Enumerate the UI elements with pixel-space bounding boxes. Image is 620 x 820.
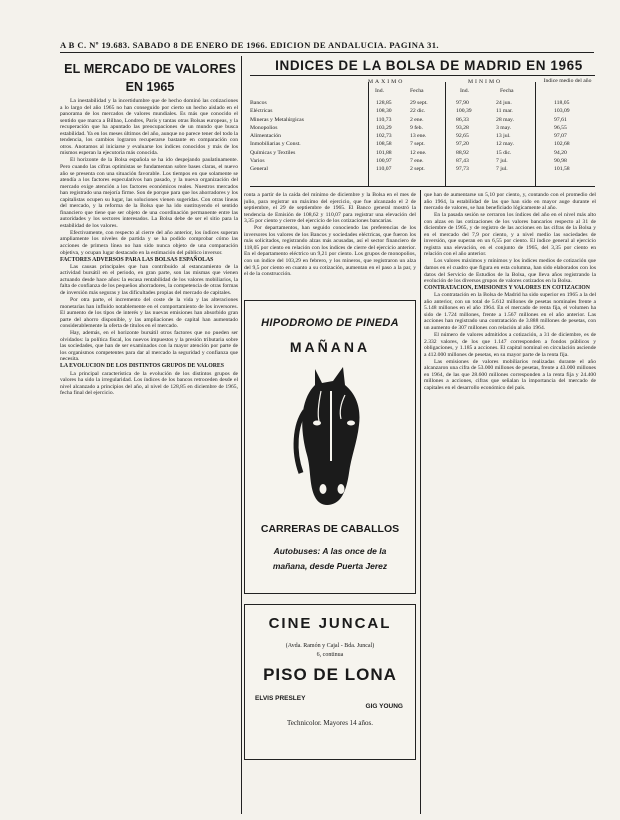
row-min: 88,92 (456, 149, 469, 156)
row-max-date: 13 ene. (410, 133, 427, 140)
cine-film-title: PISO DE LONA (263, 665, 397, 684)
index-table-row (250, 107, 595, 115)
header-ind: Ind. (375, 88, 385, 94)
mid-article-body (244, 192, 416, 298)
right-paragraph: La contratación en la Bolsa de Madrid ha sido superior en 1965 a la del año anterior, con un total de 5.612 millones de pesetas nominales frente a 5.148 millones en el año 1964. En el mercado de renta fija, el volumen ha sido de 1.724 millones, frente a 1.567 millones en el año anterior. Las acciones han registrado una contratación de 3.888 millones de pesetas, con un aumento de 307 millones con relación al año 1964. (424, 292, 596, 331)
cine-session: 6, continua (316, 652, 344, 658)
row-min: 97,90 (456, 100, 469, 106)
header-rule (60, 52, 594, 53)
row-name: General (250, 166, 268, 173)
cine-actor-2: GIG YOUNG (365, 703, 403, 710)
row-max: 100,97 (376, 158, 392, 165)
left-paragraph: La principal característica de la evolución de los distintos grupos de valores ha sido la irregularidad. Los índices de los bancos retroceden desde el nivel alcanzado a principios del año, al nivel de 128,85 en diciembre de 1965, fecha final del ejercicio. (60, 370, 238, 397)
row-min: 93,28 (456, 124, 469, 131)
hipodromo-ad (244, 300, 416, 594)
row-name: Inmobiliarias y Const. (250, 141, 301, 148)
row-name: Eléctricas (250, 108, 273, 115)
row-name: Monopolios (250, 124, 278, 131)
left-paragraph: Las causas principales que han contribuido al estancamiento de la actividad bursátil en el periodo, en gran parte, son las mismas que vienen actuando desde hace años: la escasa rentabilidad de los valores mobiliarios, la falta de confianza de los pequeños ahorradores, la competencia de otras formas de inversión más seguras y las dificultades propias del mercado de capitales. (60, 263, 238, 296)
cine-ad (244, 604, 416, 760)
row-avg: 97,07 (554, 133, 567, 140)
table-bottom-rule (250, 186, 595, 187)
row-name: Químicas y Textiles (250, 149, 296, 156)
horse-head-icon (275, 361, 385, 511)
row-min-date: 12 may. (496, 141, 514, 148)
row-max: 128,85 (376, 100, 392, 106)
header-avg: Indice medio del año (543, 78, 592, 84)
index-table-row (250, 157, 595, 165)
row-avg: 102,68 (554, 141, 570, 148)
index-table-row (250, 149, 595, 157)
row-max-date: 7 sept. (410, 141, 425, 148)
cine-address: (Avda. Ramón y Cajal - Bda. Juncal) (285, 643, 375, 649)
row-name: Bancos (250, 100, 267, 106)
index-table-body (250, 99, 595, 174)
header-min: MINIMO (468, 79, 503, 85)
row-avg: 101,58 (554, 166, 570, 173)
table-vline (445, 82, 446, 186)
index-table (250, 78, 595, 174)
row-min-date: 28 may. (496, 116, 514, 123)
row-min: 86,33 (456, 116, 469, 123)
left-paragraph: Por otra parte, el incremento del coste de la vida y las alteraciones monetarias han influido notablemente en el comportamiento de los inversores. El aumento de los tipos de interés y las nuevas emisiones han absorbido gran parte del ahorro disponible, y las ampliaciones de capital han aumentado considerablemente la oferta de títulos en el mercado. (60, 296, 238, 330)
row-min-date: 24 jun. (496, 100, 512, 106)
row-max: 103,29 (376, 124, 392, 131)
header-fecha2: Fecha (500, 88, 514, 94)
hipodromo-carreras: CARRERAS DE CABALLOS (260, 523, 400, 535)
index-table-row (250, 165, 595, 173)
hipodromo-title: HIPODROMO DE PINEDA (261, 317, 399, 329)
cine-notes: Technicolor. Mayores 14 años. (286, 719, 374, 727)
cine-actor-1: ELVIS PRESLEY (255, 695, 306, 702)
header-ind2: Ind. (460, 88, 470, 94)
table-top-rule (250, 75, 595, 76)
index-table-row (250, 124, 595, 132)
row-name: Alimentación (250, 133, 281, 140)
row-max: 108,30 (376, 108, 392, 115)
row-avg: 118,05 (554, 100, 570, 106)
row-avg: 96,55 (554, 124, 567, 131)
row-min-date: 11 mar. (496, 108, 513, 115)
table-vline (535, 82, 536, 186)
row-avg: 94,20 (554, 149, 567, 156)
left-paragraph: La inestabilidad y la incertidumbre que de hecho dominó las cotizaciones a lo largo del año 1965 no han conseguido por cierto un hecho aislado en el panorama de los mercados de valores mundiales. Es más que conocido el sentido que marca a Bilbao, Londres, París y tantas otras Bolsas europeas, y la recuperación que ha apuntado las preocupaciones de un mundo que busca estabilidad. Ya en los meses últimos del año, aunque no parece tener del todo la tendencia, los cambios lograron recuperarse bastante en comparación con otros. Anotamos al iniciarse y evaluarse los índices conocidos y más de los mismos esperan la ejecutoria más conocida. (60, 98, 238, 157)
right-paragraph: que han de aumentarse un 5,10 por ciento, y, contando con el promedio del año 1964, la estabilidad de las que han sido en mayor auge durante el mercado de valores, se han beneficiado lógicamente al año. (424, 192, 596, 212)
row-max: 102,73 (376, 133, 392, 140)
index-table-title: INDICES DE LA BOLSA DE MADRID EN 1965 (275, 58, 583, 73)
row-name: Varios (250, 158, 265, 165)
left-subheading-1: FACTORES ADVERSOS PARA LAS BOLSAS ESPAÑOLAS (60, 256, 214, 263)
column-divider (241, 56, 242, 814)
left-article-title-2: EN 1965 (125, 80, 175, 94)
row-max-date: 2 ene. (410, 116, 424, 123)
cine-title: CINE JUNCAL (268, 615, 392, 632)
right-paragraph: El número de valores admitidos a cotización, a 31 de diciembre, es de 2.332 valores, de los que 1.147 corresponden a fondos públicos y obligaciones, y 1.185 a acciones. El capital nominal en circulación asciende a 412.000 millones de pesetas, en su mayor parte de la renta fija. (424, 332, 596, 358)
header-max: MAXIMO (368, 79, 405, 85)
right-paragraph: Los valores máximos y mínimos y los índices medios de cotización que damos en el cuadro que figura en esta columna, han sido elaborados con los datos del Servicio de Estudios de la Bolsa, que lleva años registrando la evolución de los diversos grupos de valores cotizados en la Bolsa. (424, 258, 596, 285)
index-table-row (250, 99, 595, 107)
left-article-body (60, 98, 238, 810)
row-avg: 90,98 (554, 158, 567, 165)
row-max: 110,73 (376, 116, 392, 123)
row-avg: 97,61 (554, 116, 567, 123)
hipodromo-horario: mañana, desde Puerta Jerez (272, 561, 388, 571)
row-min-date: 7 jul. (496, 158, 508, 165)
mid-paragraph: Por departamentos, han seguido conociendo las preferencias de los inversores los valores de los Bancos y sociedades eléctricas, que fueron los más solicitados, registrando alzas más acusadas, así el sector financiero de 118,05 por ciento en relación con los índices de cierre del ejercicio anterior. En el departamento eléctrico un 9,21 por ciento. Los grupos de monopolios, con un índice del 103,29 en febrero, y los mineros, que registraron un alza del 9,5 por ciento en cuanto a su cotización, aumentan en el paso a la par, y el de la construcción. (244, 225, 416, 278)
row-min-date: 3 may. (496, 124, 512, 131)
index-table-row (250, 140, 595, 148)
header-fecha: Fecha (410, 88, 424, 94)
row-max-date: 2 sept. (410, 166, 425, 173)
row-min: 92,65 (456, 133, 469, 140)
row-max-date: 9 feb. (410, 124, 423, 131)
mid-paragraph: ronta a partir de la caída del mínimo de diciembre y la Bolsa en el mes de julio, para registrar un máximo del ejercicio, que fue alcanzado el 2 de septiembre, el 29 de septiembre de 1965. El Banco general mostró la tendencia de Emisión de 108,62 y 110,07 para registrar una elevación del 3,35 por ciento y cierre del ejercicio de los cotizaciones bancarias. (244, 192, 416, 225)
left-paragraph: Efectivamente, con respecto al cierre del año anterior, los índices superan ampliamente los niveles de partida y se ha podido comprobar cómo las acciones de primera línea no han sido nunca objeto de una comparación objetiva, y ocupan lugar destacado en la estimación del público inversor. (60, 229, 238, 256)
index-table-row (250, 116, 595, 124)
row-max-date: 22 dic. (410, 108, 426, 115)
index-table-row (250, 132, 595, 140)
row-max-date: 12 ene. (410, 149, 427, 156)
right-paragraph: Las emisiones de valores mobiliarios realizadas durante el año alcanzaron una cifra de 53.000 millones de pesetas, frente a 43.000 millones en 1964, de las que 28.600 millones corresponden a la renta fija y 24.400 millones a acciones, cifras que señalan la importancia del mercado de capitales en el desarrollo económico del país. (424, 358, 596, 391)
hipodromo-manana: MAÑANA (289, 339, 371, 355)
left-paragraph: Hay, además, en el horizonte bursátil otros factores que no pueden ser olvidados: la política fiscal, los nuevos impuestos y la presión tributaria sobre las sociedades, que han de ser examinados con la mayor atención por parte de los organismos competentes para dar al mercado la seguridad y confianza que necesita. (60, 330, 238, 363)
row-name: Mineras y Metalúrgicas (250, 116, 304, 123)
row-max: 101,88 (376, 149, 392, 156)
hipodromo-autobuses: Autobuses: A las once de la (273, 546, 387, 556)
row-max-date: 29 sept. (410, 100, 428, 106)
right-paragraph: En la pasada sesión se cerraron los índices del año en el nivel más alto con alzas en las cotizaciones de los valores bancarios respecto al 31 de diciembre de 1965, y de registro de las acciones en las cifras de la Bolsa y en el mercado del 7,9 por ciento, y a nivel medio las sociedades de inversión, que superan en un 6,55 por ciento. El índice general al ejercicio registra una elevación, en el conjunto de 1965, del 3,35 por ciento en relación con el año anterior. (424, 212, 596, 258)
column-divider (420, 190, 421, 814)
row-min: 100,39 (456, 108, 472, 115)
row-min: 97,73 (456, 166, 469, 173)
row-min-date: 15 dic. (496, 149, 512, 156)
left-subheading-2: LA EVOLUCION DE LOS DISTINTOS GRUPOS DE VALORES (60, 363, 225, 370)
left-article-title-1: EL MERCADO DE VALORES (64, 62, 236, 76)
row-avg: 103,09 (554, 108, 570, 115)
left-paragraph: El horizonte de la Bolsa española se ha ido despejando paulatinamente. Pero cuando las cifras optimistas se fundamentan sobre bases claras, el nuevo año se presenta con una situación favorable. Los tiempos en que solamente se atendía a los factores especulativos han pasado, y la nueva organización del mercado exige atención a los factores económicos reales. Nuestros mercados han registrado una mejoría firme. Son de porque para que los ahorradores y los capitalistas ocupen su lugar, las soluciones vienen sugeridas. Con otras líneas del mercado, y la reforma de la Bolsa que ha ido sustituyendo el sentido financiero que tiene que ser objeto de una coordinación permanente entre las autoridades y los sectores interesados. La Bolsa debe de ser el sitio para la estabilidad de los valores. (60, 157, 238, 229)
row-min: 97,20 (456, 141, 469, 148)
row-min-date: 13 jul. (496, 133, 511, 140)
table-vline (368, 82, 369, 186)
row-min-date: 7 jul. (496, 166, 508, 173)
row-max: 110,07 (376, 166, 392, 173)
row-max: 108,58 (376, 141, 392, 148)
row-min: 87,43 (456, 158, 469, 165)
row-max-date: 7 ene. (410, 158, 424, 165)
page-header: A B C. Nº 19.683. SABADO 8 DE ENERO DE 1966. EDICION DE ANDALUCIA. PAGINA 31. (60, 40, 439, 50)
right-subheading: CONTRATACION, EMISIONES Y VALORES EN COTIZACION (424, 285, 590, 292)
right-article-body (424, 192, 596, 812)
